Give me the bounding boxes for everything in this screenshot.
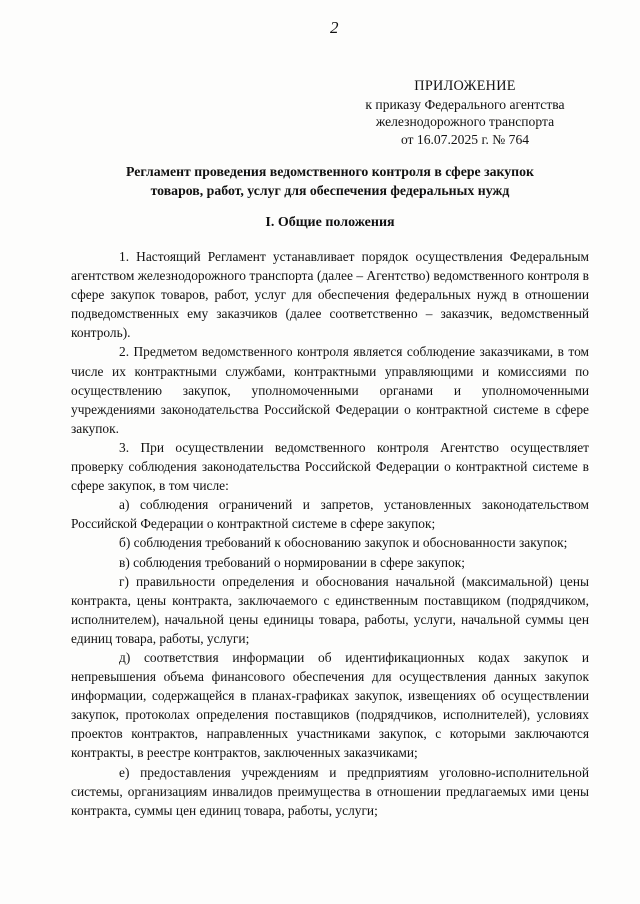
- section-title: I. Общие положения: [265, 215, 395, 230]
- annex-line-agency: железнодорожного транспорта: [375, 114, 555, 129]
- annex-line-date: от 16.07.2025 г. № 764: [400, 131, 530, 147]
- paragraph-2: 2. Предметом ведомственного контроля является соблюдение заказчиками, в том числе их контрактными службами, контрактными управляющими и комиссиями по осуществлению закупок, уполномоченными органами и уполномоченными учреждениями законодательства Российской Федерации о контрактной системе в сфере закупок.: [71, 344, 589, 436]
- annex-title: ПРИЛОЖЕНИЕ: [414, 78, 516, 94]
- page-number: 2: [330, 18, 340, 37]
- paragraph-3d: г) правильности определения и обоснования начальной (максимальной) цены контракта, цены контракта, заключаемого с единственным поставщиком (подрядчиком, исполнителем), начальной цены единицы товара, работы, услуги, начальной суммы цен единиц товара, работы, услуги;: [71, 573, 589, 646]
- document-body: [71, 247, 589, 820]
- paragraph-3: 3. При осуществлении ведомственного контроля Агентство осуществляет проверку соблюдения законодательства Российской Федерации о контрактной системе в сфере закупок, в том числе:: [71, 439, 589, 494]
- paragraph-1: 1. Настоящий Регламент устанавливает порядок осуществления Федеральным агентством железнодорожного транспорта (далее – Агентство) ведомственного контроля в сфере закупок товаров, работ, услуг для обеспечения федеральных нужд в отношении подведомственных ему заказчиков (далее соответственно – заказчик, ведомственный контроль).: [71, 249, 589, 341]
- document-title-line-2: товаров, работ, услуг для обеспечения федеральных нужд: [150, 182, 510, 198]
- document-title: [70, 163, 590, 200]
- annex-header: [330, 78, 600, 148]
- paragraph-3a: а) соблюдения ограничений и запретов, установленных законодательством Российской Федерации о контрактной системе в сфере закупок;: [71, 497, 589, 532]
- annex-line-order: к приказу Федерального агентства: [365, 96, 565, 112]
- paragraph-3b: б) соблюдения требований к обоснованию закупок и обоснованности закупок;: [119, 535, 568, 551]
- document-title-line-1: Регламент проведения ведомственного контроля в сфере закупок: [126, 164, 534, 179]
- paragraph-3c: в) соблюдения требований о нормировании в сфере закупок;: [119, 554, 466, 570]
- paragraph-3e: д) соответствия информации об идентификационных кодах закупок и непревышения объема финансового обеспечения для осуществления данных закупок информации, содержащейся в планах-графиках закупок, извещениях об осуществлении закупок, протоколах определения поставщиков (подрядчиков, исполнителей), условиях проектов контрактов, направленных участниками закупок, с которыми заключаются контракты, в реестре контрактов, заключенных заказчиками;: [71, 649, 589, 761]
- paragraph-3f: е) предоставления учреждениям и предприятиям уголовно-исполнительной системы, организациям инвалидов преимущества в отношении предлагаемых ими цены контракта, суммы цен единиц товара, работы, услуги;: [71, 764, 589, 818]
